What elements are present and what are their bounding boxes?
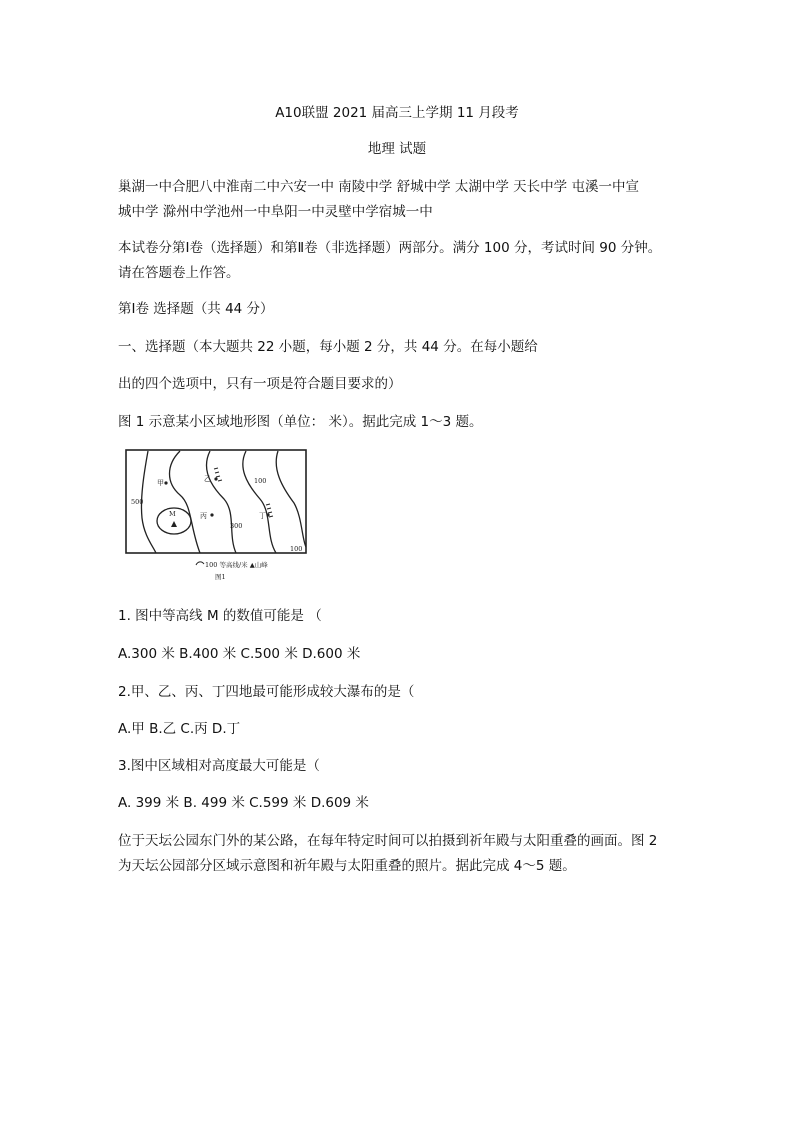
question-1-options: A.300 米 B.400 米 C.500 米 D.600 米 xyxy=(118,646,361,662)
point-yi xyxy=(214,477,217,480)
contour-200 xyxy=(243,451,276,553)
section1-instructions-1: 一、选择题（本大题共 22 小题，每小题 2 分，共 44 分。在每小题给 xyxy=(118,339,538,355)
intro-line-1: 本试卷分第Ⅰ卷（选择题）和第Ⅱ卷（非选择题）两部分。满分 100 分，考试时间 90 分钟。 xyxy=(118,240,662,256)
paragraph2-line-2: 为天坛公园部分区域示意图和祈年殿与太阳重叠的照片。据此完成 4～5 题。 xyxy=(118,858,576,874)
point-ding xyxy=(266,513,269,516)
question-3-stem: 3.图中区域相对高度最大可能是（ xyxy=(118,758,320,774)
intro-line-2: 请在答题卷上作答。 xyxy=(118,265,240,281)
contour-100 xyxy=(276,451,306,547)
question-1-stem: 1. 图中等高线 M 的数值可能是 （ xyxy=(118,608,322,624)
contour-300 xyxy=(206,451,236,553)
exam-title: A10联盟 2021 届高三上学期 11 月段考 xyxy=(275,105,519,121)
label-500: 500 xyxy=(131,498,144,506)
point-bing xyxy=(210,513,213,516)
part1-heading: 第Ⅰ卷 选择题（共 44 分） xyxy=(118,301,274,317)
legend-contour-icon xyxy=(196,562,204,565)
label-100-bottom: 100 xyxy=(290,545,303,553)
label-ding: 丁 xyxy=(259,512,266,520)
label-jia: 甲 xyxy=(157,479,164,487)
label-300: 300 xyxy=(230,522,243,530)
map-frame xyxy=(126,450,306,553)
figure1-intro: 图 1 示意某小区域地形图（单位： 米）。据此完成 1～3 题。 xyxy=(118,414,483,430)
exam-subject: 地理 试题 xyxy=(367,141,427,157)
label-m: M xyxy=(169,510,176,518)
contour-400 xyxy=(170,451,201,553)
section1-instructions-2: 出的四个选项中，只有一项是符合题目要求的） xyxy=(118,376,402,392)
label-yi: 乙 xyxy=(204,475,211,483)
figure1-contour-map xyxy=(118,443,318,593)
question-2-options: A.甲 B.乙 C.丙 D.丁 xyxy=(118,721,241,737)
schools-line-1: 巢湖一中合肥八中淮南二中六安一中 南陵中学 舒城中学 太湖中学 天长中学 屯溪一中宣 xyxy=(118,179,639,195)
label-100-top: 100 xyxy=(254,477,267,485)
peak-icon xyxy=(171,521,177,527)
paragraph2-line-1: 位于天坛公园东门外的某公路，在每年特定时间可以拍摄到祈年殿与太阳重叠的画面。图 2 xyxy=(118,833,658,849)
figure1-legend: 100 等高线/米 ▲山峰 xyxy=(205,561,268,569)
label-bing: 丙 xyxy=(200,512,207,520)
point-jia xyxy=(164,481,167,484)
question-2-stem: 2.甲、乙、丙、丁四地最可能形成较大瀑布的是（ xyxy=(118,684,415,700)
schools-line-2: 城中学 滁州中学池州一中阜阳一中灵壁中学宿城一中 xyxy=(118,204,433,220)
question-3-options: A. 399 米 B. 499 米 C.599 米 D.609 米 xyxy=(118,795,369,811)
contour-500 xyxy=(141,451,156,553)
figure1-caption: 图1 xyxy=(215,573,226,581)
